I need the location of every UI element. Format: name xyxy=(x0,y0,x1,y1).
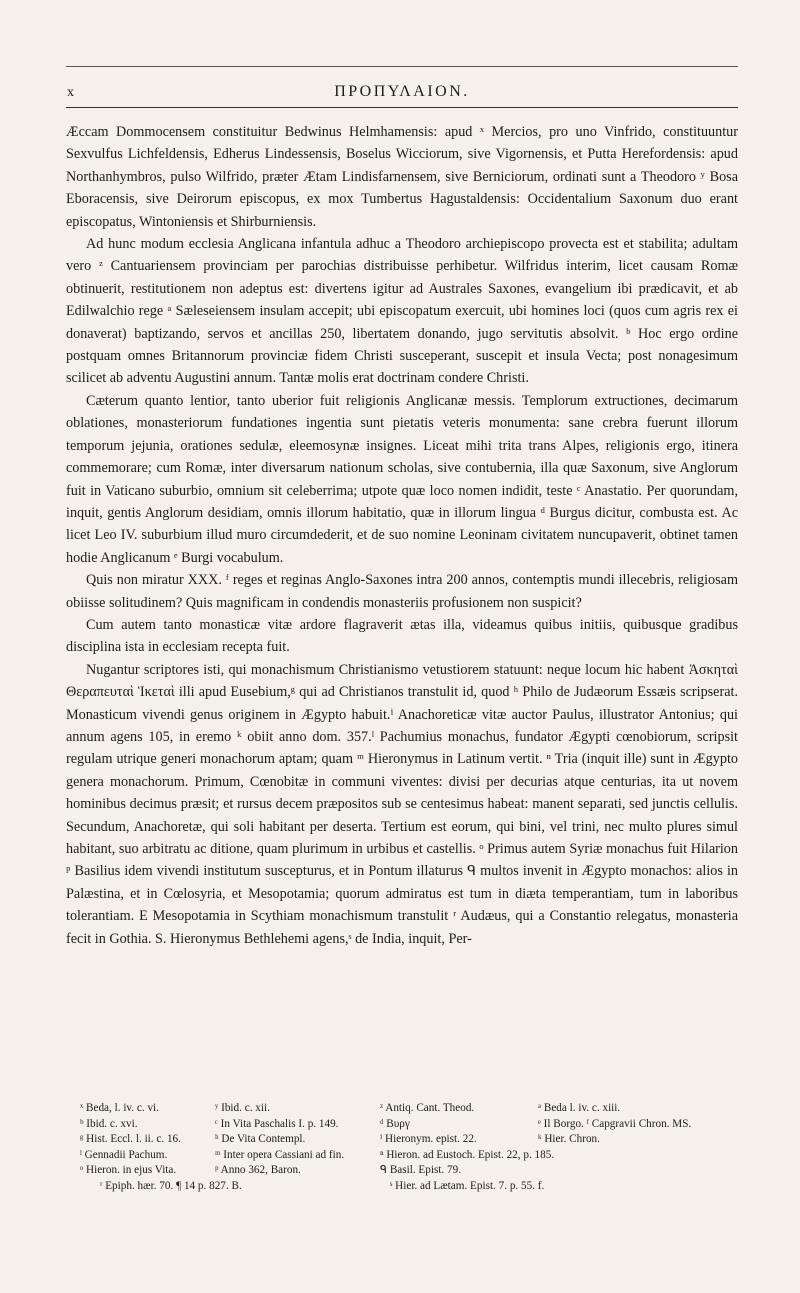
paragraph: Cæterum quanto lentior, tanto uberior fuit religionis Anglicanæ messis. Templorum extructiones, decimarum oblationes, monasteriorum fundationes ingentia sunt pietatis veteris monumenta: sane crebra fuerunt illorum temporum jejunia, orationes sedulæ, eleemosynæ insignes. Liceat mihi trita trans Alpes, religionis ergo, itinera commemorare; cum Romæ, inter diversarum nationum scholas, sive contubernia, illa quæ Saxonum, sive Anglorum fuit in Vaticano suburbio, omnium sit celeberrima; utpote quæ loco nomen indidit, teste ᶜ Anastatio. Per quorundam, inquit, gentis Anglorum desidiam, omnis illorum habitatio, quæ in illorum lingua ᵈ Burgus dicitur, combusta est. Ac licet Leo IV. suburbium illud muro circumdederit, et de suo nomine Leoninam civitatem nuncupaverit, obtinet tamen hodie Anglicanum ᵉ Burgi vocabulum. xyxy=(66,392,738,566)
paragraph: Ad hunc modum ecclesia Anglicana infantula adhuc a Theodoro archiepiscopo provecta est et stabilita; adultam vero ᶻ Cantuariensem provinciam per parochias distribuisse perhibetur. Wilfridus interim, licet causam Romæ obtinuerit, restitutionem non adeptus est: divertens igitur ad Australes Saxones, evangelium ibi prædicavit, et ab Edilwalchio rege ᵃ Sæleseiensem insulam accepit; ubi episcopatum exercuit, ubi homines loci (quos cum agris rex ei donaverat) baptizando, servos et ancillas 250, libertatem donando, jugo servitutis absolvit. ᵇ Hoc ergo ordine postquam omnes Britannorum provinciæ fidem Christi susceperant, suscepit et insula Vecta; post nonagesimum scilicet ab adventu Augustini annum. Tantæ molis erat doctrinam condere Christi. xyxy=(66,236,738,387)
footnote: ᵈ Βυργ xyxy=(380,1117,410,1130)
footnote: ᵖ Anno 362, Baron. xyxy=(215,1164,301,1177)
footnote-row xyxy=(70,1179,734,1195)
footnote: ⁱ Hieronym. epist. 22. xyxy=(380,1133,477,1146)
footnote: ᵒ Hieron. in ejus Vita. xyxy=(80,1164,177,1177)
footnote: ʰ De Vita Contempl. xyxy=(215,1133,306,1146)
footnote: ˢ Hier. ad Lætam. Epist. 7. p. 55. f. xyxy=(390,1179,545,1192)
footnote: ᵐ Inter opera Cassiani ad fin. xyxy=(215,1148,345,1161)
footnote: ᵏ Hier. Chron. xyxy=(538,1133,600,1146)
paragraph: Æccam Dommocensem constituitur Bedwinus Helmhamensis: apud ˣ Mercios, pro uno Vinfrido, constituuntur Sexvulfus Lichfeldensis, Edherus Lindessensis, Boselus Wicciorum, sive Vigornensis, et Putta Herefordensis: apud Northanhymbros, pulso Wilfrido, præter Ætam Lindisfarnensem, sive Berniciorum, ordinati sunt a Theodoro ʸ Bosa Eboracensis, sive Deirorum episcopus, ex mox Tumbertus Hagustaldensis: Occidentalium Saxonum duo erant episcopatus, Wintoniensis et Shirburniensis. xyxy=(66,124,738,230)
footnote-row xyxy=(70,1148,734,1164)
footnote: ˡ Gennadii Pachum. xyxy=(80,1148,168,1161)
footnote: ᵍ Hist. Eccl. l. ii. c. 16. xyxy=(80,1133,181,1146)
footnote: ʳ Epiph. hær. 70. ¶ 14 p. 827. B. xyxy=(100,1179,242,1192)
footnote: ʸ Ibid. c. xii. xyxy=(215,1102,270,1114)
page-header xyxy=(66,83,738,108)
footnote: ᶻ Antiq. Cant. Theod. xyxy=(380,1102,475,1114)
footnote: ᶜ In Vita Paschalis I. p. 149. xyxy=(215,1117,339,1130)
footnote-row xyxy=(70,1163,734,1179)
paragraph: Nugantur scriptores isti, qui monachismum Christianismo vetustiorem statuunt: neque locum hic habent Ἀσκηταὶ Θεραπευταὶ Ἱκεταὶ illi apud Eusebium,ᵍ qui ad Christianos transtulit id, quod ʰ Philo de Judæorum Essæis scripserat. Monasticum vivendi genus originem in Ægypto habuit.ⁱ Anachoreticæ vitæ auctor Paulus, illustrator Antonius; qui annum agens 105, in eremo ᵏ obiit anno dom. 357.ˡ Pachumius monachus, fundator Ægypti cœnobiorum, scripsit regulam utrique generi monachorum aptam; quam ᵐ Hieronymus in Latinum vertit. ⁿ Tria (inquit ille) sunt in Ægypto genera monachorum. Primum, Cœnobitæ in communi viventes: divisi per decurias atque centurias, ita ut novem hominibus decimus præsit; et rursus decem præpositos sub se centesimus habeat: manent separati, sed junctis cellulis. Secundum, Anachoretæ, qui soli habitant per deserta. Tertium est eorum, qui bini, vel trini, nec multo plures simul habitant, suo arbitratu ac ditione, quam plurimum in urbibus et castellis. ᵒ Primus autem Syriæ monachus fuit Hilarion ᵖ Basilius idem vivendi institutum suscepturus, et in Pontum illaturus ᑫ multos invenit in Ægypto monachos: alios in Palæstina, et in Cœlosyria, et Mesopotamia; quorum admiratus est tum in diæta temperantiam, tum in laboribus tolerantiam. E Mesopotamia in Scythiam monachismum transtulit ʳ Audæus, qui a Constantio relegatus, monasteria fecit in Gothia. S. Hieronymus Bethlehemi agens,ˢ de India, inquit, Per- xyxy=(66,661,738,947)
footnote: ˣ Beda, l. iv. c. vi. xyxy=(80,1102,159,1114)
footnote: ⁿ Hieron. ad Eustoch. Epist. 22, p. 185. xyxy=(380,1148,555,1161)
footnote: ᵇ Ibid. c. xvi. xyxy=(80,1117,138,1130)
top-rule xyxy=(66,66,738,67)
footnotes xyxy=(70,1101,734,1195)
footnote: ᑫ Basil. Epist. 79. xyxy=(380,1164,461,1177)
footnote-row xyxy=(70,1117,734,1133)
footnote-row xyxy=(70,1132,734,1148)
running-title: ΠΡΟΠΥΛΑΙΟΝ. xyxy=(334,83,470,100)
paragraph: Quis non miratur XXX. ᶠ reges et reginas Anglo-Saxones intra 200 annos, contemptis mundi illecebris, religiosam obiisse solitudinem? Quis magnificam in condendis monasteriis profusionem non suspicit? xyxy=(66,572,738,611)
main-text xyxy=(66,121,738,950)
paragraph: Cum autem tanto monasticæ vitæ ardore flagraverit ætas illa, videamus quibus initiis, quibusque gradibus disciplina ista in ecclesiam recepta fuit. xyxy=(66,616,738,656)
page-number: x xyxy=(67,85,75,100)
footnote: ᵃ Beda l. iv. c. xiii. xyxy=(538,1102,621,1114)
footnote: ᵉ Il Borgo. ᶠ Capgravii Chron. MS. xyxy=(538,1117,692,1130)
footnote-row xyxy=(70,1101,734,1117)
